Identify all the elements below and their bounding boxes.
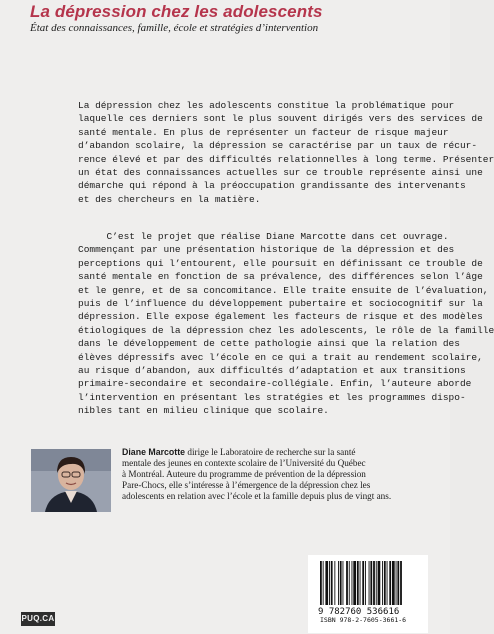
text-line: nibles tant en milieu clinique que scolaire. bbox=[78, 405, 329, 417]
barcode-bar bbox=[400, 561, 402, 605]
text-line: perceptions qui l’entourent, elle poursuit en définissant ce trouble de bbox=[78, 257, 483, 269]
barcode-bar bbox=[397, 561, 399, 605]
barcode-digits: 9 782760 536616 bbox=[318, 607, 400, 617]
barcode-bar bbox=[340, 561, 342, 605]
barcode-bar bbox=[338, 561, 339, 605]
text-line: d’abandon scolaire, la dépression se caractérise par un taux de récur- bbox=[78, 140, 478, 152]
barcode-icon bbox=[316, 561, 420, 616]
barcode-bar bbox=[343, 561, 344, 605]
text-line: santé mentale en fonction de sa prévalence, des différences selon l’âge bbox=[78, 271, 483, 283]
barcode-bar bbox=[373, 561, 375, 605]
text-line: La dépression chez les adolescents constitue la problématique pour bbox=[78, 100, 455, 111]
barcode-bar bbox=[396, 561, 397, 605]
text-line: rence élevé et par des difficultés relationnelles à long terme. Présenter bbox=[78, 153, 494, 165]
text-line: Commençant par une présentation historique de la dépression et des bbox=[78, 244, 455, 256]
barcode-panel bbox=[308, 555, 428, 633]
author-bio-line: Pare-Chocs, elle s’intéresse à l’émergence de la dépression chez les bbox=[122, 480, 371, 490]
author-portrait-icon bbox=[31, 449, 111, 512]
author-bio-line: adolescents en relation avec l’école et la famille depuis plus de vingt ans. bbox=[122, 491, 392, 501]
text-line: santé mentale. En plus de représenter un facteur de risque majeur bbox=[78, 126, 449, 138]
barcode-bar bbox=[331, 561, 333, 605]
barcode-bar bbox=[360, 561, 361, 605]
barcode-bar bbox=[389, 561, 391, 605]
barcode-bar bbox=[370, 561, 372, 605]
summary-paragraph-2 bbox=[78, 230, 494, 418]
summary-paragraph-1 bbox=[78, 99, 494, 206]
author-photo bbox=[31, 449, 111, 512]
barcode-bar bbox=[387, 561, 388, 605]
barcode-bar bbox=[376, 561, 377, 605]
barcode-bar bbox=[329, 561, 330, 605]
barcode-bar bbox=[334, 561, 335, 605]
barcode-bar bbox=[357, 561, 359, 605]
text-line: l’intervention en présentant les stratégies et les programmes dispo- bbox=[78, 391, 466, 403]
text-line: un état des connaissances actuelles sur ce trouble représente ainsi une bbox=[78, 167, 483, 179]
barcode-bar bbox=[346, 561, 348, 605]
barcode-bar bbox=[365, 561, 366, 605]
barcode-bar bbox=[392, 561, 395, 605]
author-bio-line: mentale des jeunes en contexte scolaire de l’Université du Québec bbox=[122, 458, 366, 468]
barcode-bar bbox=[325, 561, 328, 605]
book-subtitle: État des connaissances, famille, école et stratégies d’intervention bbox=[30, 22, 319, 34]
text-line: démarche qui répond à la préoccupation grandissante des intervenants bbox=[78, 180, 466, 192]
barcode-bar bbox=[384, 561, 386, 605]
text-line: C’est le projet que réalise Diane Marcotte dans cet ouvrage. bbox=[78, 231, 449, 242]
isbn-number: ISBN 978-2-7605-3661-6 bbox=[320, 616, 407, 624]
barcode-bar bbox=[378, 561, 381, 605]
barcode-bar bbox=[369, 561, 370, 605]
barcode-bar bbox=[349, 561, 350, 605]
author-bio-line: dirige le Laboratoire de recherche sur la santé bbox=[185, 447, 356, 457]
text-line: dans le développement de cette pathologie ainsi que la relation des bbox=[78, 338, 460, 350]
publisher-logo: PUQ.CA bbox=[21, 612, 55, 626]
text-line: puis de l’influence du développement pubertaire et sociocognitif sur la bbox=[78, 298, 483, 310]
barcode-bar bbox=[323, 561, 324, 605]
text-line: laquelle ces derniers sont le plus souvent dirigés vers des services de bbox=[78, 113, 483, 125]
barcode-bar bbox=[352, 561, 353, 605]
author-bio bbox=[122, 447, 422, 502]
barcode-bar bbox=[382, 561, 383, 605]
text-line: et le genre, et de sa concomitance. Elle traite ensuite de l’évaluation, bbox=[78, 284, 489, 296]
author-name: Diane Marcotte bbox=[122, 447, 186, 457]
text-line: dépression. Elle expose également les facteurs de risque et des modèles bbox=[78, 311, 483, 323]
text-line: au risque d’abandon, aux difficultés d’adaptation et aux transitions bbox=[78, 365, 466, 377]
text-line: étiologiques de la dépression chez les adolescents, le rôle de la famille bbox=[78, 324, 494, 336]
barcode-bar bbox=[362, 561, 364, 605]
book-title: La dépression chez les adolescents bbox=[30, 2, 323, 21]
text-line: et des chercheurs en la matière. bbox=[78, 193, 261, 205]
author-bio-line: à Montréal. Auteure du programme de prévention de la dépression bbox=[122, 469, 366, 479]
text-line: primaire-secondaire et secondaire-collégiale. Enfin, l’auteure aborde bbox=[78, 378, 472, 390]
barcode-bar bbox=[353, 561, 356, 605]
text-line: élèves dépressifs avec l’école en ce qui a trait au rendement scolaire, bbox=[78, 351, 483, 363]
barcode-bar bbox=[320, 561, 322, 605]
